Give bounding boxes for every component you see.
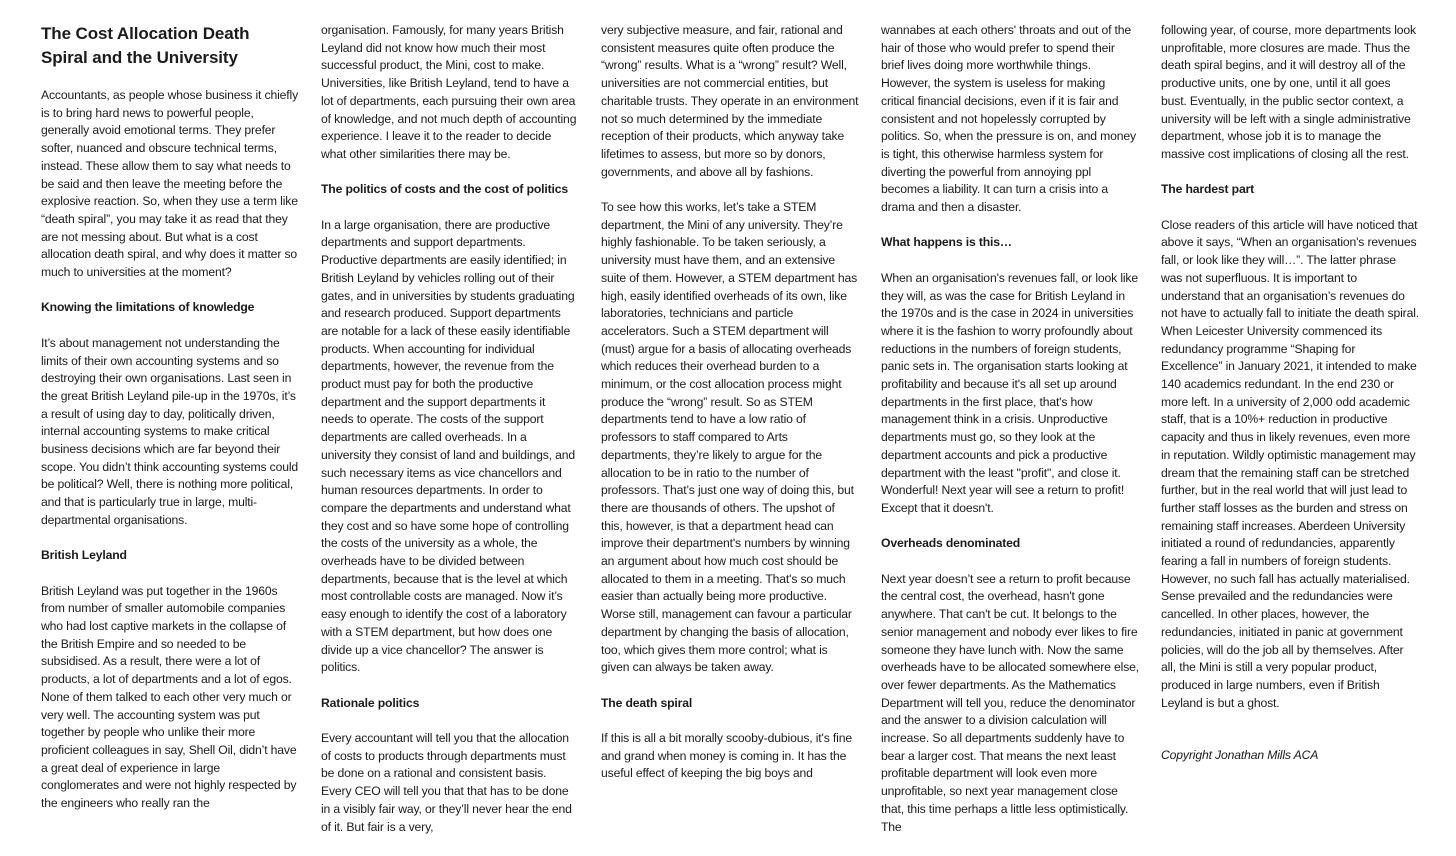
heading-rationale-politics: Rationale politics xyxy=(321,695,420,710)
paragraph-what-happens: When an organisation's revenues fall, or look like they will, as was the case for British Leyland in the 1970s and is the case in 2024 in universities where it is the fashion to worry profoundly about reductions in the numbers of foreign students, panic sets in. The organisation starts looking at profitability and because it's all set up around departments in the first place, that's how management think in a crisis. Unproductive departments must go, so they look at the department accounts and pick a productive department with the least "profit", and close it. Wonderful! Next year will see a return to profit! Except that it doesn't. xyxy=(881,270,1139,515)
paragraph-overheads-cont: following year, of course, more departments look unprofitable, more closures are made. Thus the death spiral begins, and it will destroy all of the productive units, one by one, until it all goes bust. Eventually, in the public sector context, a university will be left with a single administrative department, whose job it is to manage the massive cost implications of closing all the rest. xyxy=(1161,23,1416,161)
column-4 xyxy=(881,22,1139,854)
paragraph-intro: Accountants, as people whose business it chiefly is to bring hard news to powerful people, generally avoid emotional terms. They prefer softer, nuanced and obscure technical terms, instead. These allow them to say what needs to be said and then leave the meeting before the explosive reaction. So, when they use a term like “death spiral”, you may take it as read that they are not messing about. But what is a cost allocation death spiral, and why does it matter so much to universities at the moment? xyxy=(41,88,299,280)
heading-death-spiral: The death spiral xyxy=(601,695,693,710)
column-5 xyxy=(1161,22,1419,783)
paragraph-hardest-part: Close readers of this article will have noticed that above it says, “When an organisation's revenues fall, or look like they will…”. The latter phrase was not superfluous. It is important to understand that an organisation’s revenues do not have to actually fall to initiate the death spiral. When Leicester University commenced its redundancy programme “Shaping for Excellence” in January 2021, it intended to make 140 academics redundant. In the end 230 or more left. In a university of 2,000 odd academic staff, that is a 10%+ reduction in productive capacity and thus in likely revenues, even more in reputation. Wildly optimistic management may dream that the remaining staff can be stretched further, but in the real world that will just lead to further staff losses as the burden and stress on remaining staff increases. Aberdeen University initiated a round of redundancies, apparently fearing a fall in numbers of foreign students. However, no such fall has actually materialised. Sense prevailed and the redundancies were cancelled. In other places, however, the redundancies, initiated in panic at government policies, will do the job all by themselves. After all, the Mini is still a very popular product, produced in large numbers, even if British Leyland is but a ghost. xyxy=(1161,217,1420,710)
copyright-notice: Copyright Jonathan Mills ACA xyxy=(1161,748,1319,763)
article-title: The Cost Allocation Death Spiral and the University xyxy=(41,24,250,67)
paragraph-death-spiral: If this is all a bit morally scooby-dubious, it's fine and grand when money is coming in. It has the useful effect of keeping the big boys and xyxy=(601,731,852,781)
paragraph-knowing-limitations: It’s about management not understanding the limits of their own accounting systems and so destroying their own organisations. Last seen in the great British Leyland pile-up in the 1970s, it’s a result of using day to day, politically driven, internal accounting systems to make critical business decisions which are far beyond their scope. You didn’t think accounting systems could be political? Well, there is nothing more political, and that is particularly true in large, multi-departmental organisations. xyxy=(41,335,299,527)
heading-hardest-part: The hardest part xyxy=(1161,182,1255,197)
column-3 xyxy=(601,22,859,801)
heading-british-leyland: British Leyland xyxy=(41,548,127,563)
paragraph-british-leyland: British Leyland was put together in the 1960s from number of smaller automobile companies who had lost captive markets in the collapse of the British Empire and so needed to be subsidised. As a result, there were a lot of products, a lot of departments and a lot of egos. None of them talked to each other very much or very well. The accounting system was put together by people who unlike their more proficient colleagues in say, Shell Oil, didn’t have a great deal of experience in large conglomerates and were not highly respected by the engineers who really ran the xyxy=(41,583,297,811)
paragraph-rationale-politics-cont: very subjective measure, and fair, rational and consistent measures quite often produce the “wrong” results. What is a “wrong” result? Well, universities are not commercial entities, but charitable trusts. They operate in an environment not so much determined by the immediate reception of their products, which anyway take lifetimes to assess, but more so by donors, governments, and above all by fashions. xyxy=(601,23,859,179)
heading-politics-of-costs: The politics of costs and the cost of politics xyxy=(321,182,569,197)
paragraph-death-spiral-cont: wannabes at each others' throats and out of the hair of those who would prefer to spend their brief lives doing more worthwhile things. However, the system is useless for making critical financial decisions, even if it is fair and consistent and not hopelessly corrupted by politics. So, when the pressure is on, and money is tight, this otherwise harmless system for diverting the powerful from annoying ppl becomes a liability. It can turn a crisis into a drama and then a disaster. xyxy=(881,23,1136,215)
column-1 xyxy=(41,22,299,830)
heading-what-happens: What happens is this… xyxy=(881,235,1012,250)
paragraph-rationale-politics: Every accountant will tell you that the allocation of costs to products through departments must be done on a rational and consistent basis. Every CEO will tell you that that has to be done in a visibly fair way, or they’ll never hear the end of it. But fair is a very, xyxy=(321,731,572,834)
paragraph-british-leyland-cont: organisation. Famously, for many years British Leyland did not know how much their most successful product, the Mini, cost to make. Universities, like British Leyland, tend to have a lot of departments, each pursuing their own area of knowledge, and not much depth of accounting experience. I leave it to the reader to decide what other similarities there may be. xyxy=(321,23,577,161)
paragraph-politics-of-costs: In a large organisation, there are productive departments and support departments. Productive departments are easily identified; in British Leyland by vehicles rolling out of their gates, and in universities by students graduating and research produced. Support departments are notable for a lack of these easily identifiable products. When accounting for individual departments, however, the revenue from the product must pay for both the productive department and the support departments it needs to operate. The costs of the support departments are called overheads. In a university they consist of land and buildings, and such necessary items as vice chancellors and human resources departments. In order to compare the departments and understand what they cost and so have some hope of controlling the costs of the university as a whole, the overheads have to be divided between departments, because that is the level at which most controllable costs are managed. Now it’s easy enough to identify the cost of a laboratory with a STEM department, but how does one divide up a vice chancellor? The answer is politics. xyxy=(321,217,576,675)
heading-knowing-limitations: Knowing the limitations of knowledge xyxy=(41,300,255,315)
paragraph-stem-example: To see how this works, let’s take a STEM department, the Mini of any university. They’re highly fashionable. To be taken seriously, a university must have them, and an extensive suite of them. However, a STEM department has high, easily identified overheads of its own, like laboratories, technicians and particle accelerators. Such a STEM department will (must) argue for a basis of allocating overheads which reduces their overhead burden to a minimum, or the cost allocation process might produce the “wrong” result. So as STEM departments tend to have a low ratio of professors to staff compared to Arts departments, they’re likely to argue for the allocation to be in ratio to the number of professors. That’s just one way of doing this, but there are thousands of others. The upshot of this, however, is that a department head can improve their department's numbers by winning an argument about how much cost should be allocated to them in a meeting. That's so much easier than actually being more productive. Worse still, management can favour a particular department by changing the basis of allocation, too, which gives them more control; what is given can always be taken away. xyxy=(601,200,858,675)
heading-overheads-denominated: Overheads denominated xyxy=(881,536,1021,551)
column-2 xyxy=(321,22,579,854)
paragraph-overheads-denominated: Next year doesn’t see a return to profit because the central cost, the overhead, hasn't gone anywhere. That can't be cut. It belongs to the senior management and nobody ever likes to fire someone they have lunch with. Now the same overheads have to be allocated somewhere else, over fewer departments. As the Mathematics Department will tell you, reduce the denominator and the answer to a division calculation will increase. So all departments suddenly have to bear a larger cost. That means the next least profitable department will look even more unprofitable, so next year management close that, this time perhaps a little less optimistically. The xyxy=(881,571,1140,834)
